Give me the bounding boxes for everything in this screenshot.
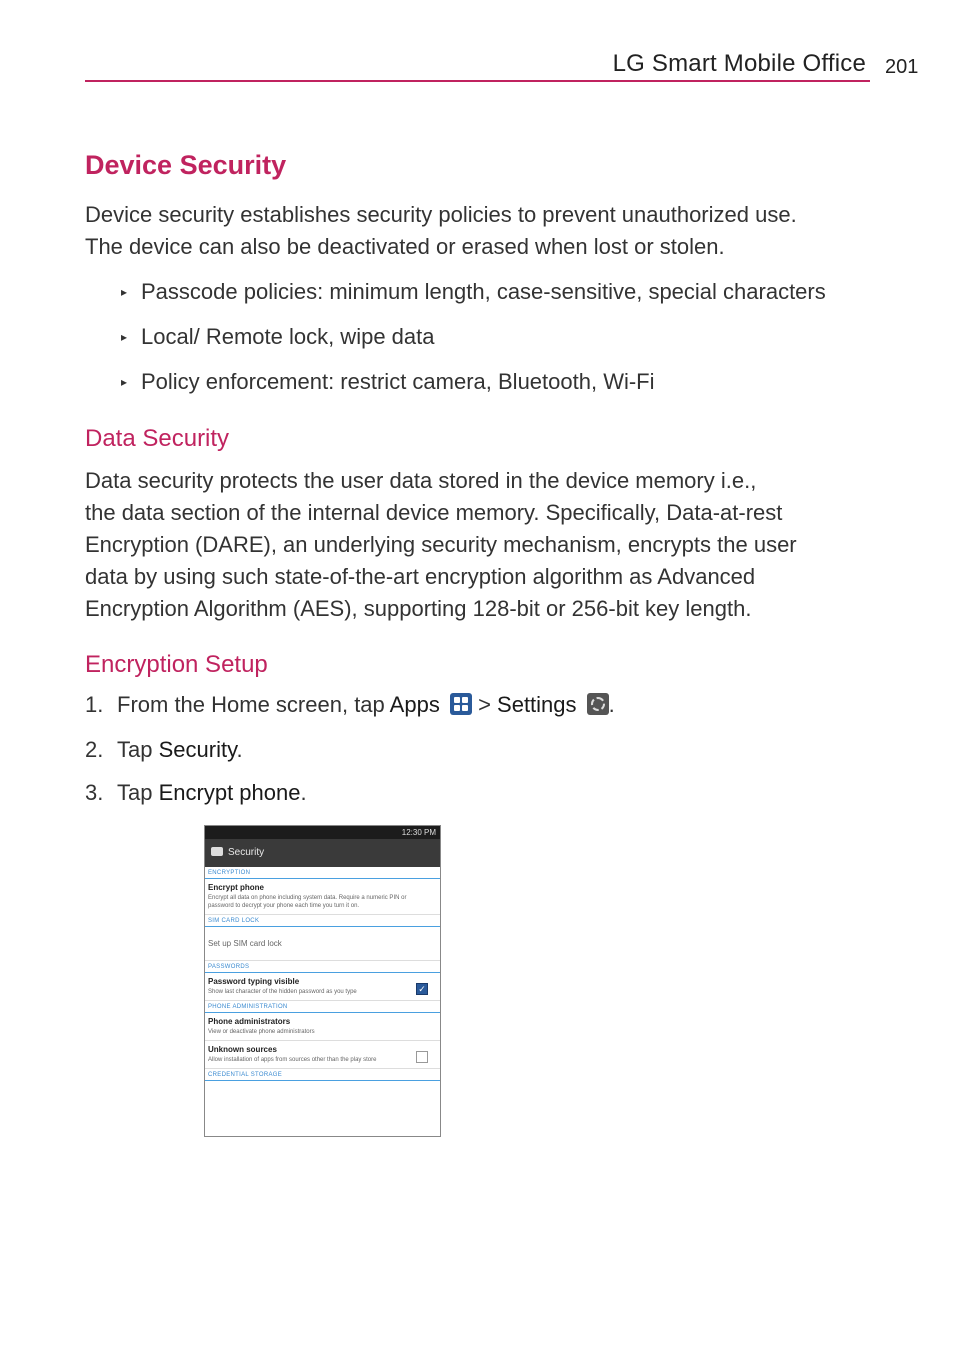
checkbox-checked-icon: ✓ [416,983,428,995]
bullet-arrow-icon: ▸ [121,330,128,344]
intro-line: Device security establishes security policies to prevent unauthorized use. [85,202,797,227]
step-item: 2. Tap Security. [85,737,243,762]
category-header: SIM CARD LOCK [205,915,440,927]
status-time: 12:30 PM [401,828,436,837]
status-bar [205,826,440,839]
step-item: 3. Tap Encrypt phone. [85,780,307,805]
data-security-paragraph [85,465,797,625]
intro-line: The device can also be deactivated or erased when lost or stolen. [85,234,725,259]
bullet-item: ▸ Passcode policies: minimum length, case-sensitive, special characters [121,279,826,304]
apps-icon [450,693,472,715]
bullet-arrow-icon: ▸ [121,375,128,389]
paragraph-line: Encryption (DARE), an underlying security mechanism, encrypts the user [85,532,797,557]
setting-phone-administrators: Phone administrators View or deactivate phone administrators [205,1013,440,1041]
running-header: LG Smart Mobile Office [612,50,866,77]
subsection-title-data-security: Data Security [85,425,230,452]
category-header: PASSWORDS [205,961,440,973]
paragraph-line: Data security protects the user data stored in the device memory i.e., [85,468,757,493]
bullet-arrow-icon: ▸ [121,285,128,299]
category-header: CREDENTIAL STORAGE [205,1069,440,1081]
screen-title: Security [228,847,265,858]
category-header: ENCRYPTION [205,867,440,879]
page-number: 201 [885,56,919,78]
checkbox-unchecked-icon [416,1051,428,1063]
bullet-item: ▸ Local/ Remote lock, wipe data [121,324,435,349]
action-bar [205,839,440,867]
settings-gear-icon [587,693,609,715]
setting-unknown-sources: Unknown sources Allow installation of apps from sources other than the play store [205,1041,440,1069]
phone-screenshot [204,825,441,1137]
category-header: PHONE ADMINISTRATION [205,1001,440,1013]
settings-label: Settings [497,692,577,717]
paragraph-line: the data section of the internal device memory. Specifically, Data-at-rest [85,500,783,525]
section-title: Device Security [85,150,287,180]
paragraph-line: data by using such state-of-the-art encryption algorithm as Advanced [85,564,756,589]
header-rule [85,80,870,82]
intro-paragraph [85,199,797,263]
apps-label: Apps [389,692,440,717]
setting-encrypt-phone: Encrypt phone Encrypt all data on phone including system data. Require a numeric PIN or password to decrypt your phone each time you turn it on. [205,879,440,915]
setting-password-visible: Password typing visible Show last character of the hidden password as you type ✓ [205,973,440,1001]
lock-icon [211,847,223,856]
step-item: 1. From the Home screen, tap Apps > Settings . [85,692,615,717]
subsection-title-encryption-setup: Encryption Setup [85,651,268,678]
setting-sim-lock: Set up SIM card lock [205,927,440,961]
bullet-item: ▸ Policy enforcement: restrict camera, Bluetooth, Wi-Fi [121,369,655,394]
paragraph-line: Encryption Algorithm (AES), supporting 128-bit or 256-bit key length. [85,596,752,621]
